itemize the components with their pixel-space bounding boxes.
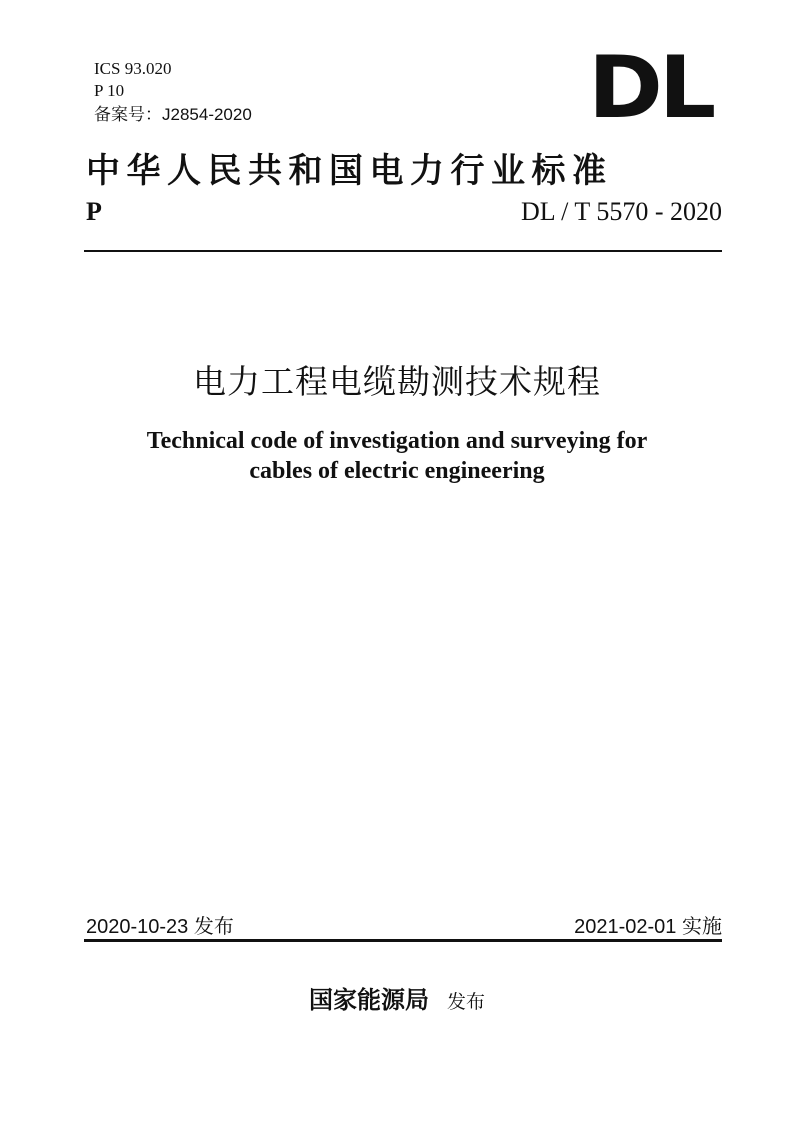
header-divider	[84, 250, 722, 252]
publisher-name: 国家能源局	[308, 985, 429, 1014]
footer-divider	[84, 939, 722, 942]
implement-date: 2021-02-01 实施	[574, 916, 722, 938]
document-title-english-line2: cables of electric engineering	[249, 458, 545, 484]
ccs-number: P 10	[94, 81, 125, 100]
ics-number: ICS 93.020	[94, 59, 172, 78]
standard-code: DL / T 5570 - 2020	[520, 197, 722, 226]
publisher-action: 发布	[446, 992, 485, 1013]
record-number: 备案号：J2854-2020	[94, 105, 252, 124]
category-code: P	[86, 197, 102, 226]
standard-category-title: 中华人民共和国电力行业标准	[86, 151, 613, 191]
dl-logo: DL	[588, 38, 713, 138]
document-title-chinese: 电力工程电缆勘测技术规程	[193, 363, 601, 400]
publish-date: 2020-10-23 发布	[86, 916, 234, 938]
publisher	[0, 980, 794, 1015]
document-title-english-line1: Technical code of investigation and surveying for	[146, 428, 648, 454]
